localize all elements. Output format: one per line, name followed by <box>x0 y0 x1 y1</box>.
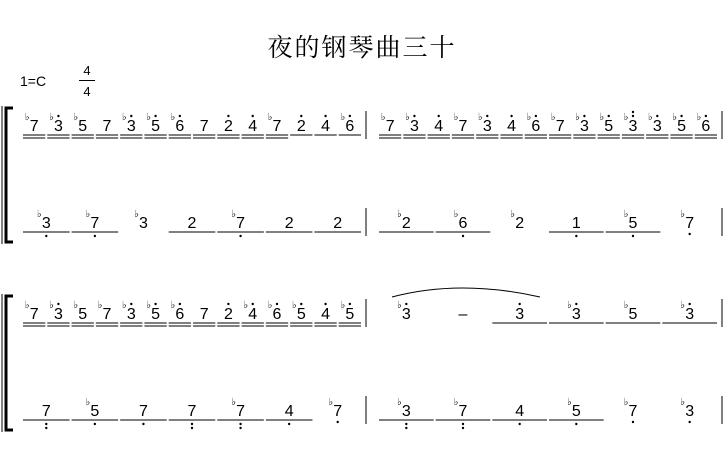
note-digit: 5 <box>571 403 581 420</box>
note-digit: 7 <box>458 118 468 135</box>
octave-dot-low <box>45 427 47 429</box>
flat-sign: ♭ <box>623 209 629 220</box>
octave-dot-high <box>510 115 512 117</box>
flat-sign: ♭ <box>231 209 236 220</box>
note-digit: 5 <box>90 403 100 420</box>
flat-sign: ♭ <box>170 112 176 123</box>
flat-sign: ♭ <box>85 209 91 220</box>
octave-dot-low <box>688 233 690 235</box>
flat-sign: ♭ <box>231 397 236 408</box>
octave-dot-high <box>575 303 577 305</box>
octave-dot-low <box>45 235 47 237</box>
note-digit: 3 <box>685 403 695 420</box>
octave-dot-high <box>57 115 59 117</box>
flat-sign: ♭ <box>170 300 176 311</box>
octave-dot-high <box>413 115 415 117</box>
note-digit: 4 <box>507 118 517 135</box>
flat-sign: ♭ <box>121 112 127 123</box>
octave-dot-high <box>632 111 634 113</box>
octave-dot-high <box>276 303 278 305</box>
note-digit: 4 <box>515 403 525 420</box>
flat-sign: ♭ <box>121 300 127 311</box>
octave-dot-high <box>154 115 156 117</box>
flat-sign: ♭ <box>623 112 629 123</box>
note-digit: 2 <box>187 215 197 232</box>
note-digit: 5 <box>78 118 88 135</box>
flat-sign: ♭ <box>477 112 483 123</box>
note-digit: 5 <box>604 118 614 135</box>
note-digit: 3 <box>628 118 638 135</box>
flat-sign: ♭ <box>97 300 103 311</box>
note-digit: 3 <box>126 118 136 135</box>
note-digit: 4 <box>321 118 331 135</box>
flat-sign: ♭ <box>396 300 402 311</box>
note-digit: 3 <box>41 215 51 232</box>
flat-sign: ♭ <box>680 300 686 311</box>
octave-dot-high <box>227 303 229 305</box>
octave-dot-high <box>227 115 229 117</box>
note-digit: 4 <box>434 118 444 135</box>
flat-sign: ♭ <box>340 112 346 123</box>
note-digit: 7 <box>199 118 209 135</box>
flat-sign: ♭ <box>623 397 629 408</box>
flat-sign: ♭ <box>599 112 605 123</box>
flat-sign: ♭ <box>680 209 686 220</box>
octave-dot-high <box>518 303 520 305</box>
flat-sign: ♭ <box>526 112 532 123</box>
octave-dot-high <box>130 303 132 305</box>
note-digit: 3 <box>53 118 63 135</box>
flat-sign: ♭ <box>24 112 30 123</box>
octave-dot-low <box>239 423 241 425</box>
note-digit: 3 <box>409 118 419 135</box>
octave-dot-low <box>405 427 407 429</box>
note-digit: 3 <box>401 306 411 323</box>
note-digit: 6 <box>272 306 282 323</box>
note-digit: 7 <box>102 118 112 135</box>
octave-dot-high <box>154 303 156 305</box>
flat-sign: ♭ <box>453 112 459 123</box>
flat-sign: ♭ <box>73 300 79 311</box>
note-digit: 3 <box>482 118 492 135</box>
octave-dot-high <box>179 115 181 117</box>
flat-sign: ♭ <box>396 209 402 220</box>
flat-sign: ♭ <box>380 112 386 123</box>
flat-sign: ♭ <box>36 209 42 220</box>
octave-dot-low <box>45 423 47 425</box>
flat-sign: ♭ <box>49 112 54 123</box>
note-digit: 7 <box>333 403 343 420</box>
note-digit: 3 <box>652 118 662 135</box>
flat-sign: ♭ <box>672 112 677 123</box>
flat-sign: ♭ <box>647 112 653 123</box>
flat-sign: ♭ <box>510 209 516 220</box>
flat-sign: ♭ <box>146 300 151 311</box>
octave-dot-high <box>632 115 634 117</box>
note-digit: 3 <box>685 306 695 323</box>
octave-dot-low <box>518 423 520 425</box>
system-bracket <box>6 108 13 242</box>
note-digit: 7 <box>385 118 395 135</box>
flat-sign: ♭ <box>134 209 139 220</box>
note-digit: 6 <box>701 118 711 135</box>
flat-sign: ♭ <box>550 112 556 123</box>
octave-dot-high <box>300 115 302 117</box>
note-digit: 3 <box>579 118 589 135</box>
octave-dot-high <box>57 303 59 305</box>
flat-sign: ♭ <box>291 300 297 311</box>
octave-dot-low <box>688 421 690 423</box>
octave-dot-low <box>239 235 241 237</box>
note-digit: 5 <box>345 306 355 323</box>
note-digit: 5 <box>151 118 161 135</box>
flat-sign: ♭ <box>328 397 334 408</box>
note-digit: 3 <box>515 306 525 323</box>
octave-dot-low <box>94 235 96 237</box>
octave-dot-high <box>705 115 707 117</box>
octave-dot-high <box>349 303 351 305</box>
octave-dot-low <box>405 423 407 425</box>
note-digit: 6 <box>458 215 468 232</box>
note-digit: 5 <box>296 306 306 323</box>
note-digit: 7 <box>236 215 246 232</box>
flat-sign: ♭ <box>340 300 346 311</box>
flat-sign: ♭ <box>575 112 580 123</box>
time-signature-unit: 4 <box>83 84 91 99</box>
note-digit: 7 <box>628 403 638 420</box>
octave-dot-low <box>632 235 634 237</box>
octave-dot-high <box>252 115 254 117</box>
octave-dot-low <box>191 427 193 429</box>
octave-dot-high <box>349 115 351 117</box>
note-digit: 7 <box>41 403 51 420</box>
note-digit: 7 <box>685 215 695 232</box>
note-digit: 7 <box>555 118 565 135</box>
note-digit: 1 <box>571 215 581 232</box>
octave-dot-low <box>94 423 96 425</box>
note-digit: 3 <box>401 403 411 420</box>
flat-sign: ♭ <box>405 112 410 123</box>
system-bracket <box>6 296 13 430</box>
note-digit: 7 <box>102 306 112 323</box>
tie-slur <box>392 288 540 297</box>
octave-dot-low <box>575 423 577 425</box>
flat-sign: ♭ <box>696 112 702 123</box>
octave-dot-high <box>656 115 658 117</box>
octave-dot-low <box>288 423 290 425</box>
octave-dot-high <box>300 303 302 305</box>
note-digit: 5 <box>78 306 88 323</box>
octave-dot-high <box>486 115 488 117</box>
note-digit: 7 <box>199 306 209 323</box>
flat-sign: ♭ <box>453 397 459 408</box>
key-signature: 1=C <box>20 73 47 89</box>
note-digit: 5 <box>628 306 638 323</box>
octave-dot-high <box>252 303 254 305</box>
octave-dot-low <box>239 427 241 429</box>
flat-sign: ♭ <box>73 112 79 123</box>
note-digit: 5 <box>677 118 687 135</box>
note-digit: 4 <box>248 306 258 323</box>
note-digit: 7 <box>29 306 39 323</box>
flat-sign: ♭ <box>623 300 629 311</box>
dash-sustain: – <box>458 306 468 323</box>
octave-dot-low <box>462 235 464 237</box>
note-digit: 3 <box>126 306 136 323</box>
flat-sign: ♭ <box>85 397 91 408</box>
note-digit: 4 <box>248 118 258 135</box>
octave-dot-low <box>575 235 577 237</box>
octave-dot-high <box>583 115 585 117</box>
flat-sign: ♭ <box>680 397 686 408</box>
octave-dot-low <box>462 427 464 429</box>
octave-dot-high <box>608 115 610 117</box>
flat-sign: ♭ <box>24 300 30 311</box>
note-digit: 2 <box>296 118 306 135</box>
octave-dot-low <box>632 421 634 423</box>
note-digit: 5 <box>628 215 638 232</box>
note-digit: 6 <box>345 118 355 135</box>
note-digit: 6 <box>531 118 541 135</box>
note-digit: 6 <box>175 118 185 135</box>
score-title: 夜的钢琴曲三十 <box>267 33 457 62</box>
octave-dot-high <box>535 115 537 117</box>
note-digit: 7 <box>90 215 100 232</box>
octave-dot-high <box>179 303 181 305</box>
note-digit: 7 <box>187 403 197 420</box>
flat-sign: ♭ <box>453 209 459 220</box>
note-digit: 7 <box>138 403 148 420</box>
time-signature-beats: 4 <box>83 63 91 78</box>
octave-dot-high <box>324 303 326 305</box>
note-digit: 3 <box>138 215 148 232</box>
flat-sign: ♭ <box>49 300 54 311</box>
octave-dot-high <box>688 303 690 305</box>
octave-dot-high <box>680 115 682 117</box>
note-digit: 3 <box>571 306 581 323</box>
note-digit: 2 <box>333 215 343 232</box>
octave-dot-low <box>191 423 193 425</box>
octave-dot-low <box>337 421 339 423</box>
note-digit: 7 <box>272 118 282 135</box>
note-digit: 7 <box>236 403 246 420</box>
octave-dot-low <box>462 423 464 425</box>
note-digit: 2 <box>223 306 233 323</box>
flat-sign: ♭ <box>566 300 572 311</box>
note-digit: 2 <box>515 215 525 232</box>
flat-sign: ♭ <box>267 112 273 123</box>
flat-sign: ♭ <box>396 397 402 408</box>
octave-dot-high <box>405 303 407 305</box>
octave-dot-high <box>324 115 326 117</box>
flat-sign: ♭ <box>243 300 249 311</box>
note-digit: 2 <box>223 118 233 135</box>
note-digit: 6 <box>175 306 185 323</box>
octave-dot-high <box>130 115 132 117</box>
note-digit: 7 <box>29 118 39 135</box>
note-digit: 7 <box>458 403 468 420</box>
note-digit: 3 <box>53 306 63 323</box>
note-digit: 2 <box>401 215 411 232</box>
flat-sign: ♭ <box>566 397 572 408</box>
flat-sign: ♭ <box>146 112 151 123</box>
note-digit: 5 <box>151 306 161 323</box>
octave-dot-low <box>142 423 144 425</box>
note-digit: 4 <box>284 403 294 420</box>
octave-dot-high <box>438 115 440 117</box>
note-digit: 2 <box>284 215 294 232</box>
note-digit: 4 <box>321 306 331 323</box>
flat-sign: ♭ <box>267 300 273 311</box>
